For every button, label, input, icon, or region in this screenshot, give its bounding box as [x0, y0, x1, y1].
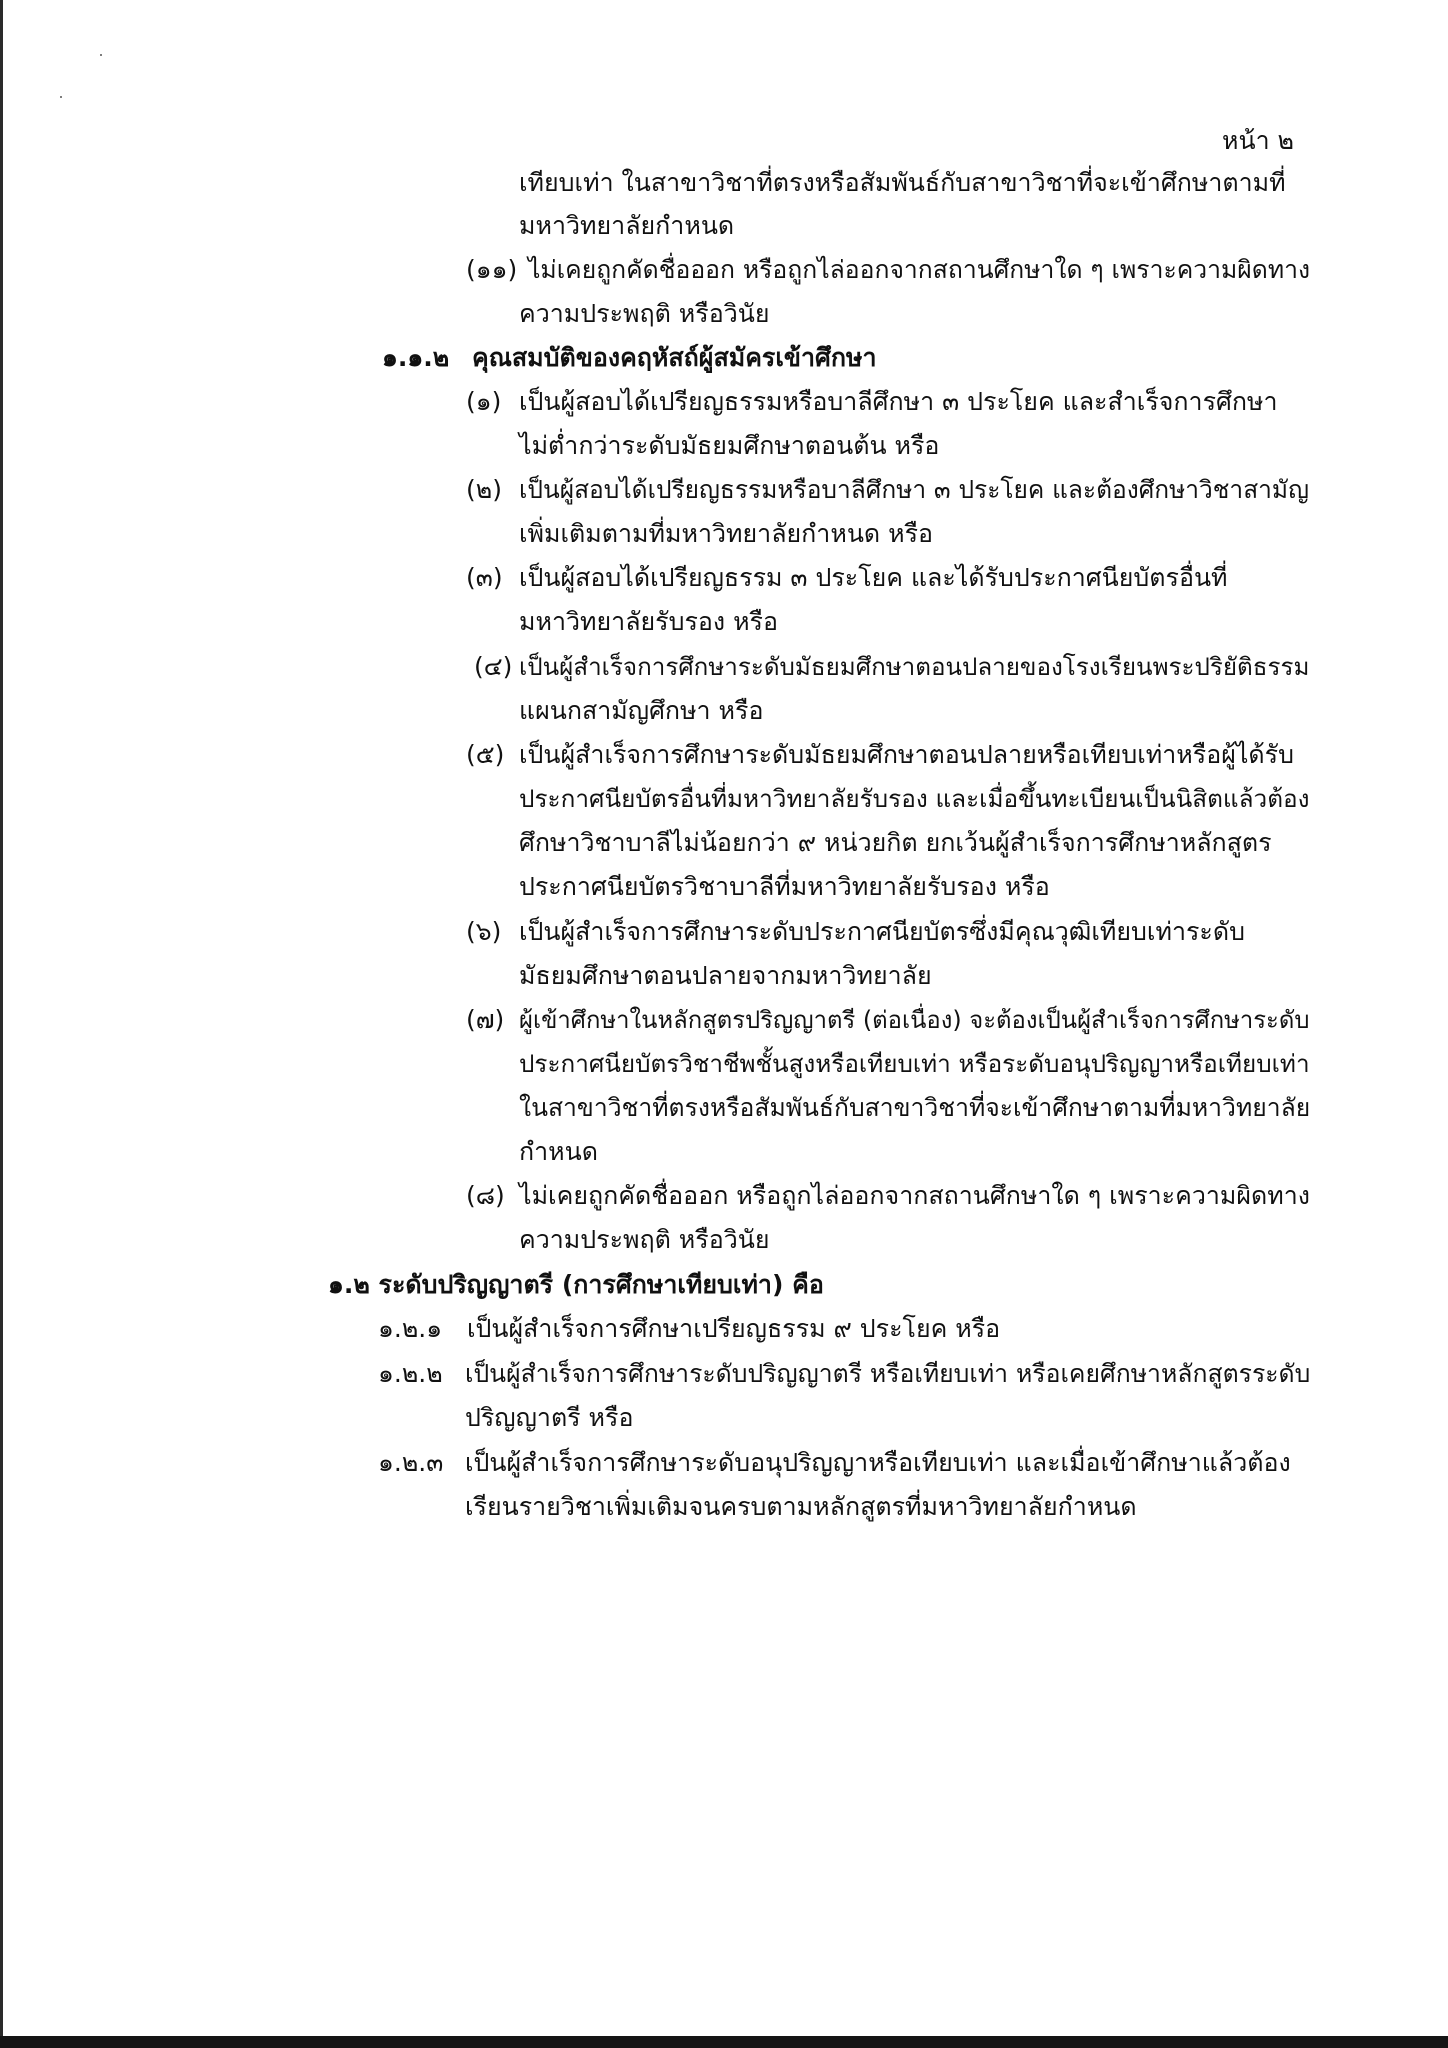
scan-bottom-edge — [0, 2036, 1448, 2048]
item-text: ประกาศนียบัตรวิชาชีพชั้นสูงหรือเทียบเท่า หรือระดับอนุปริญญาหรือเทียบเท่า — [519, 1049, 1310, 1078]
item-text: มัธยมศึกษาตอนปลายจากมหาวิทยาลัย — [519, 961, 932, 990]
item-text: เป็นผู้สำเร็จการศึกษาระดับอนุปริญญาหรือเทียบเท่า และเมื่อเข้าศึกษาแล้วต้อง — [465, 1448, 1291, 1477]
section-heading: คุณสมบัติของคฤหัสถ์ผู้สมัครเข้าศึกษา — [472, 343, 877, 372]
item-text: เป็นผู้สำเร็จการศึกษาระดับประกาศนียบัตรซึ่งมีคุณวุฒิเทียบเท่าระดับ — [519, 917, 1245, 946]
page-number: หน้า ๒ — [1222, 126, 1295, 155]
item-number: ๑.๒.๒ — [378, 1359, 443, 1388]
item-number: (๕) — [466, 740, 505, 769]
item-text: มหาวิทยาลัยรับรอง หรือ — [519, 607, 778, 636]
continued-line: เทียบเท่า ในสาขาวิชาที่ตรงหรือสัมพันธ์กับสาขาวิชาที่จะเข้าศึกษาตามที่ — [519, 168, 1286, 197]
item-text: เป็นผู้สำเร็จการศึกษาระดับมัธยมศึกษาตอนปลายหรือเทียบเท่าหรือผู้ได้รับ — [519, 740, 1294, 769]
item-number: (๖) — [466, 917, 502, 946]
section-heading: ๑.๒ ระดับปริญญาตรี (การศึกษาเทียบเท่า) คือ — [328, 1270, 824, 1299]
item-number: (๔) — [474, 652, 513, 681]
item-number: ๑.๒.๓ — [378, 1448, 444, 1477]
continued-line: มหาวิทยาลัยกำหนด — [519, 211, 735, 240]
item-text: ไม่ต่ำกว่าระดับมัธยมศึกษาตอนต้น หรือ — [519, 431, 940, 460]
item-text: ผู้เข้าศึกษาในหลักสูตรปริญญาตรี (ต่อเนื่อง) จะต้องเป็นผู้สำเร็จการศึกษาระดับ — [519, 1006, 1310, 1034]
item-text: ความประพฤติ หรือวินัย — [519, 1225, 770, 1254]
scan-left-edge — [0, 0, 3, 2048]
item-text: เป็นผู้สำเร็จการศึกษาเปรียญธรรม ๙ ประโยค หรือ — [467, 1314, 1001, 1343]
item-text: เป็นผู้สำเร็จการศึกษาระดับปริญญาตรี หรือเทียบเท่า หรือเคยศึกษาหลักสูตรระดับ — [465, 1359, 1311, 1388]
item-text: แผนกสามัญศึกษา หรือ — [519, 696, 764, 725]
item-text: เป็นผู้สอบได้เปรียญธรรม ๓ ประโยค และได้รับประกาศนียบัตรอื่นที่ — [519, 563, 1228, 592]
item-number: (๘) — [466, 1181, 505, 1210]
item-text: เป็นผู้สอบได้เปรียญธรรมหรือบาลีศึกษา ๓ ประโยค และต้องศึกษาวิชาสามัญ — [519, 475, 1309, 504]
item-text: เพิ่มเติมตามที่มหาวิทยาลัยกำหนด หรือ — [519, 519, 934, 548]
item-number: (๑๑) — [466, 255, 518, 284]
item-text: ไม่เคยถูกคัดชื่อออก หรือถูกไล่ออกจากสถานศึกษาใด ๆ เพราะความผิดทาง — [519, 1181, 1310, 1210]
item-text: ประกาศนียบัตรอื่นที่มหาวิทยาลัยรับรอง และเมื่อขึ้นทะเบียนเป็นนิสิตแล้วต้อง — [519, 784, 1310, 813]
item-number: (๗) — [466, 1005, 505, 1034]
item-text: กำหนด — [519, 1137, 598, 1166]
item-number: ๑.๒.๑ — [378, 1314, 443, 1343]
item-text: ความประพฤติ หรือวินัย — [519, 299, 770, 328]
item-text: เรียนรายวิชาเพิ่มเติมจนครบตามหลักสูตรที่มหาวิทยาลัยกำหนด — [465, 1492, 1137, 1521]
item-number: (๓) — [466, 563, 503, 592]
item-text: ปริญญาตรี หรือ — [465, 1403, 634, 1432]
item-text: เป็นผู้สำเร็จการศึกษาระดับมัธยมศึกษาตอนปลายของโรงเรียนพระปริยัติธรรม — [519, 653, 1310, 681]
item-text: เป็นผู้สอบได้เปรียญธรรมหรือบาลีศึกษา ๓ ประโยค และสำเร็จการศึกษา — [519, 387, 1278, 416]
item-text: ไม่เคยถูกคัดชื่อออก หรือถูกไล่ออกจากสถานศึกษาใด ๆ เพราะความผิดทาง — [528, 255, 1311, 284]
item-text: ศึกษาวิชาบาลีไม่น้อยกว่า ๙ หน่วยกิต ยกเว้นผู้สำเร็จการศึกษาหลักสูตร — [519, 828, 1272, 857]
section-number: ๑.๑.๒ — [382, 343, 450, 372]
item-number: (๑) — [466, 387, 502, 416]
item-number: (๒) — [466, 475, 502, 504]
scan-speck — [100, 54, 102, 56]
item-text: ประกาศนียบัตรวิชาบาลีที่มหาวิทยาลัยรับรอง หรือ — [519, 872, 1050, 901]
item-text: ในสาขาวิชาที่ตรงหรือสัมพันธ์กับสาขาวิชาที่จะเข้าศึกษาตามที่มหาวิทยาลัย — [519, 1093, 1311, 1122]
scan-speck — [60, 96, 62, 98]
